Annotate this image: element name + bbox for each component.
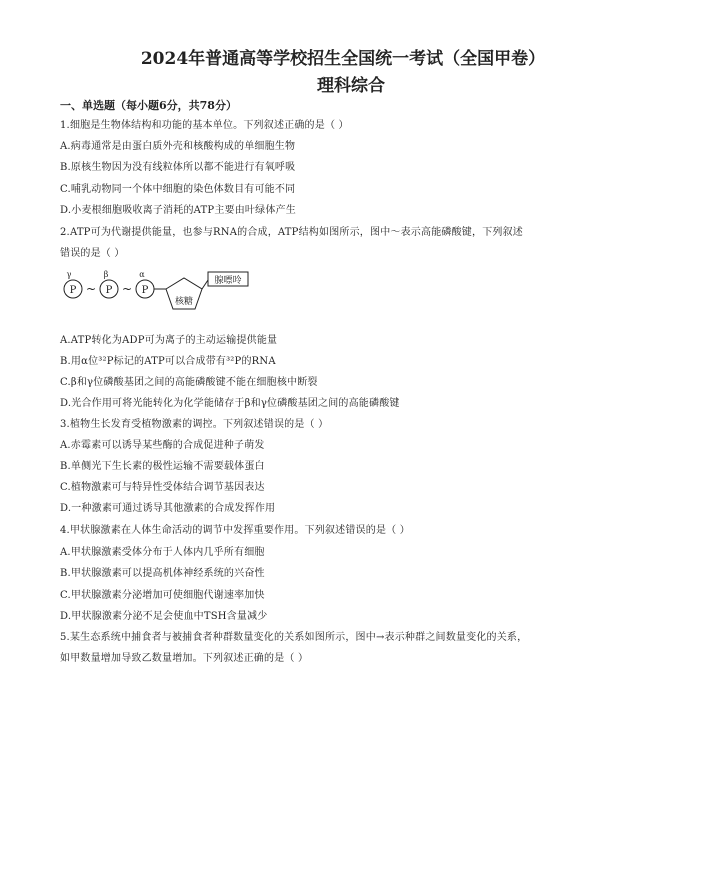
- section-heading: 一、单选题（每小题6分，共78分）: [60, 99, 237, 112]
- question-2-option-a: A.ATP转化为ADP可为离子的主动运输提供能量: [60, 335, 278, 346]
- question-2-option-b: B.用α位³²P标记的ATP可以合成带有³²P的RNA: [60, 356, 276, 367]
- question-3-stem: 3.植物生长发育受植物激素的调控。下列叙述错误的是（ ）: [60, 419, 329, 430]
- question-1-stem: 1.细胞是生物体结构和功能的基本单位。下列叙述正确的是（ ）: [60, 120, 349, 131]
- phosphate-gamma-label: P: [69, 285, 77, 296]
- question-2-option-c: C.β和γ位磷酸基团之间的高能磷酸键不能在细胞核中断裂: [60, 377, 318, 388]
- atp-structure-diagram: [56, 266, 256, 318]
- exam-subtitle: 理科综合: [317, 76, 385, 96]
- question-5-stem-cont: 如甲数量增加导致乙数量增加。下列叙述正确的是（ ）: [60, 653, 309, 664]
- adenine-label: 腺嘌呤: [214, 276, 242, 286]
- phosphate-beta-label: P: [105, 285, 113, 296]
- question-3-option-b: B.单侧光下生长素的极性运输不需要载体蛋白: [60, 461, 265, 472]
- ribose-label: 核糖: [174, 297, 194, 307]
- beta-label: β: [103, 270, 109, 279]
- question-3-option-d: D.一种激素可通过诱导其他激素的合成发挥作用: [60, 503, 276, 514]
- question-2-stem: 2.ATP可为代谢提供能量，也参与RNA的合成，ATP结构如图所示，图中～表示高能磷酸键，下列叙述: [60, 227, 523, 238]
- question-4-option-a: A.甲状腺激素受体分布于人体内几乎所有细胞: [60, 547, 265, 558]
- question-1-option-d: D.小麦根细胞吸收离子消耗的ATP主要由叶绿体产生: [60, 205, 296, 216]
- high-energy-bond-2: ~: [121, 282, 133, 296]
- question-2-stem-cont: 错误的是（ ）: [60, 248, 125, 259]
- question-5-stem: 5.某生态系统中捕食者与被捕食者种群数量变化的关系如图所示，图中→表示种群之间数量变化的关系，: [60, 632, 528, 643]
- question-3-option-c: C.植物激素可与特异性受体结合调节基因表达: [60, 482, 265, 493]
- gamma-label: γ: [66, 270, 72, 279]
- question-3-option-a: A.赤霉素可以诱导某些酶的合成促进种子萌发: [60, 440, 265, 451]
- high-energy-bond-1: ~: [85, 282, 97, 296]
- question-2-option-d: D.光合作用可将光能转化为化学能储存于β和γ位磷酸基团之间的高能磷酸键: [60, 398, 400, 409]
- exam-title: 2024年普通高等学校招生全国统一考试（全国甲卷）: [140, 49, 546, 69]
- question-1-option-a: A.病毒通常是由蛋白质外壳和核酸构成的单细胞生物: [60, 141, 296, 152]
- question-1-option-b: B.原核生物因为没有线粒体所以都不能进行有氧呼吸: [60, 162, 296, 173]
- question-1-option-c: C.哺乳动物同一个体中细胞的染色体数目有可能不同: [60, 184, 296, 195]
- question-4-option-b: B.甲状腺激素可以提高机体神经系统的兴奋性: [60, 568, 265, 579]
- glycosidic-bond-line: [202, 280, 208, 289]
- phosphate-alpha-label: P: [141, 285, 149, 296]
- alpha-label: α: [139, 270, 145, 279]
- question-4-option-d: D.甲状腺激素分泌不足会使血中TSH含量减少: [60, 611, 268, 622]
- question-4-stem: 4.甲状腺激素在人体生命活动的调节中发挥重要作用。下列叙述错误的是（ ）: [60, 525, 410, 536]
- question-4-option-c: C.甲状腺激素分泌增加可使细胞代谢速率加快: [60, 590, 265, 601]
